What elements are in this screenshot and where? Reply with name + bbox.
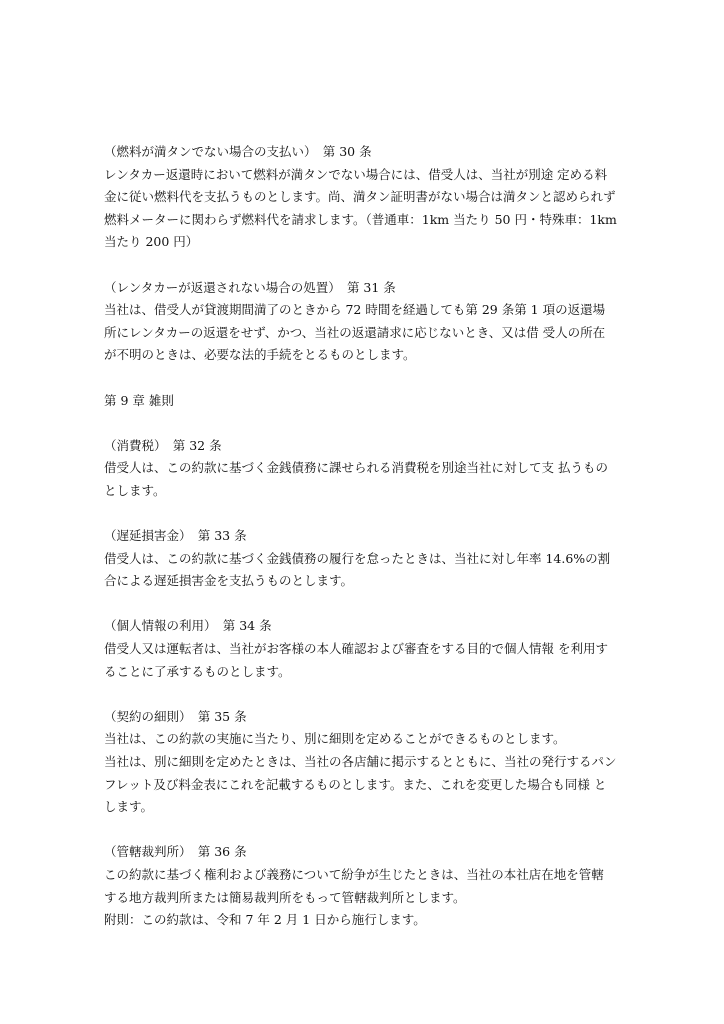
article-text-line: とします。 — [104, 482, 166, 498]
article-heading: （個人情報の利用） 第 34 条 — [104, 618, 272, 634]
article-heading: （管轄裁判所） 第 36 条 — [104, 844, 247, 860]
paragraph-gap — [104, 503, 624, 526]
article-text-line: します。 — [104, 799, 154, 815]
article-text-line: レンタカー返還時において燃料が満タンでない場合には、借受人は、当社が別途 定める料 — [104, 166, 608, 182]
article-text-line: 当社は、借受人が貸渡期間満了のときから 72 時間を経過しても第 29 条第 1 項の返還場 — [104, 302, 606, 318]
document-body — [104, 141, 624, 932]
article-text-line: 借受人は、この約款に基づく金銭債務の履行を怠ったときは、当社に対し年率 14.6%の割 — [104, 550, 611, 566]
paragraph-gap — [104, 254, 624, 277]
article-text-line: この約款に基づく権利および義務について紛争が生じたときは、当社の本社店在地を管轄 — [104, 867, 604, 882]
article-heading: （消費税） 第 32 条 — [104, 437, 222, 453]
article-text-line: 所にレンタカーの返還をせず、かつ、当社の返還請求に応じないとき、又は借 受人の所在 — [104, 324, 606, 340]
article-text-line: 当たり 200 円） — [104, 234, 199, 250]
article-heading: （遅延損害金） 第 33 条 — [104, 528, 247, 544]
article-text-line: 借受人は、この約款に基づく金銭債務に課せられる消費税を別途当社に対して支 払うもの — [104, 460, 608, 476]
article-36 — [104, 841, 624, 931]
paragraph-gap — [104, 819, 624, 842]
article-text-line: 当社は、別に細則を定めたときは、当社の各店舗に掲示するとともに、当社の発行するパン — [104, 754, 617, 770]
paragraph-gap — [104, 412, 624, 435]
article-text-line: 燃料メーターに関わらず燃料代を請求します。（普通車：1km 当たり 50 円・特殊車：1km — [104, 211, 617, 227]
article-text-line: 金に従い燃料代を支払うものとします。尚、満タン証明書がない場合は満タンと認められず — [104, 189, 616, 205]
article-heading: （燃料が満タンでない場合の支払い） 第 30 条 — [104, 144, 372, 159]
paragraph-gap — [104, 593, 624, 616]
article-text-line: 合による遅延損害金を支払うものとします。 — [104, 573, 354, 589]
article-34 — [104, 615, 624, 683]
article-31 — [104, 277, 624, 367]
article-text-line: が不明のときは、必要な法的手続をとるものとします。 — [104, 347, 416, 363]
article-text-line: ることに了承するものとします。 — [104, 663, 291, 679]
article-text-line: する地方裁判所または簡易裁判所をもって管轄裁判所とします。 — [104, 889, 466, 905]
article-33 — [104, 525, 624, 593]
article-heading: （契約の細則） 第 35 条 — [104, 708, 247, 724]
paragraph-gap — [104, 367, 624, 390]
article-text-line: 当社は、この約款の実施に当たり、別に細則を定めることができるものとします。 — [104, 731, 566, 747]
article-30 — [104, 141, 624, 254]
article-35 — [104, 706, 624, 819]
article-32 — [104, 435, 624, 503]
chapter-heading: 第 9 章 雑則 — [104, 392, 174, 408]
chapter-9 — [104, 390, 624, 413]
article-text-line: フレット及び料金表にこれを記載するものとします。また、これを変更した場合も同様 と — [104, 776, 607, 792]
paragraph-gap — [104, 683, 624, 706]
article-heading: （レンタカーが返還されない場合の処置） 第 31 条 — [104, 279, 396, 295]
supplementary-provision: 附則：この約款は、令和 7 年 2 月 1 日から施行します。 — [104, 912, 426, 928]
article-text-line: 借受人又は運転者は、当社がお客様の本人確認および審査をする目的で個人情報 を利用す — [104, 641, 608, 657]
